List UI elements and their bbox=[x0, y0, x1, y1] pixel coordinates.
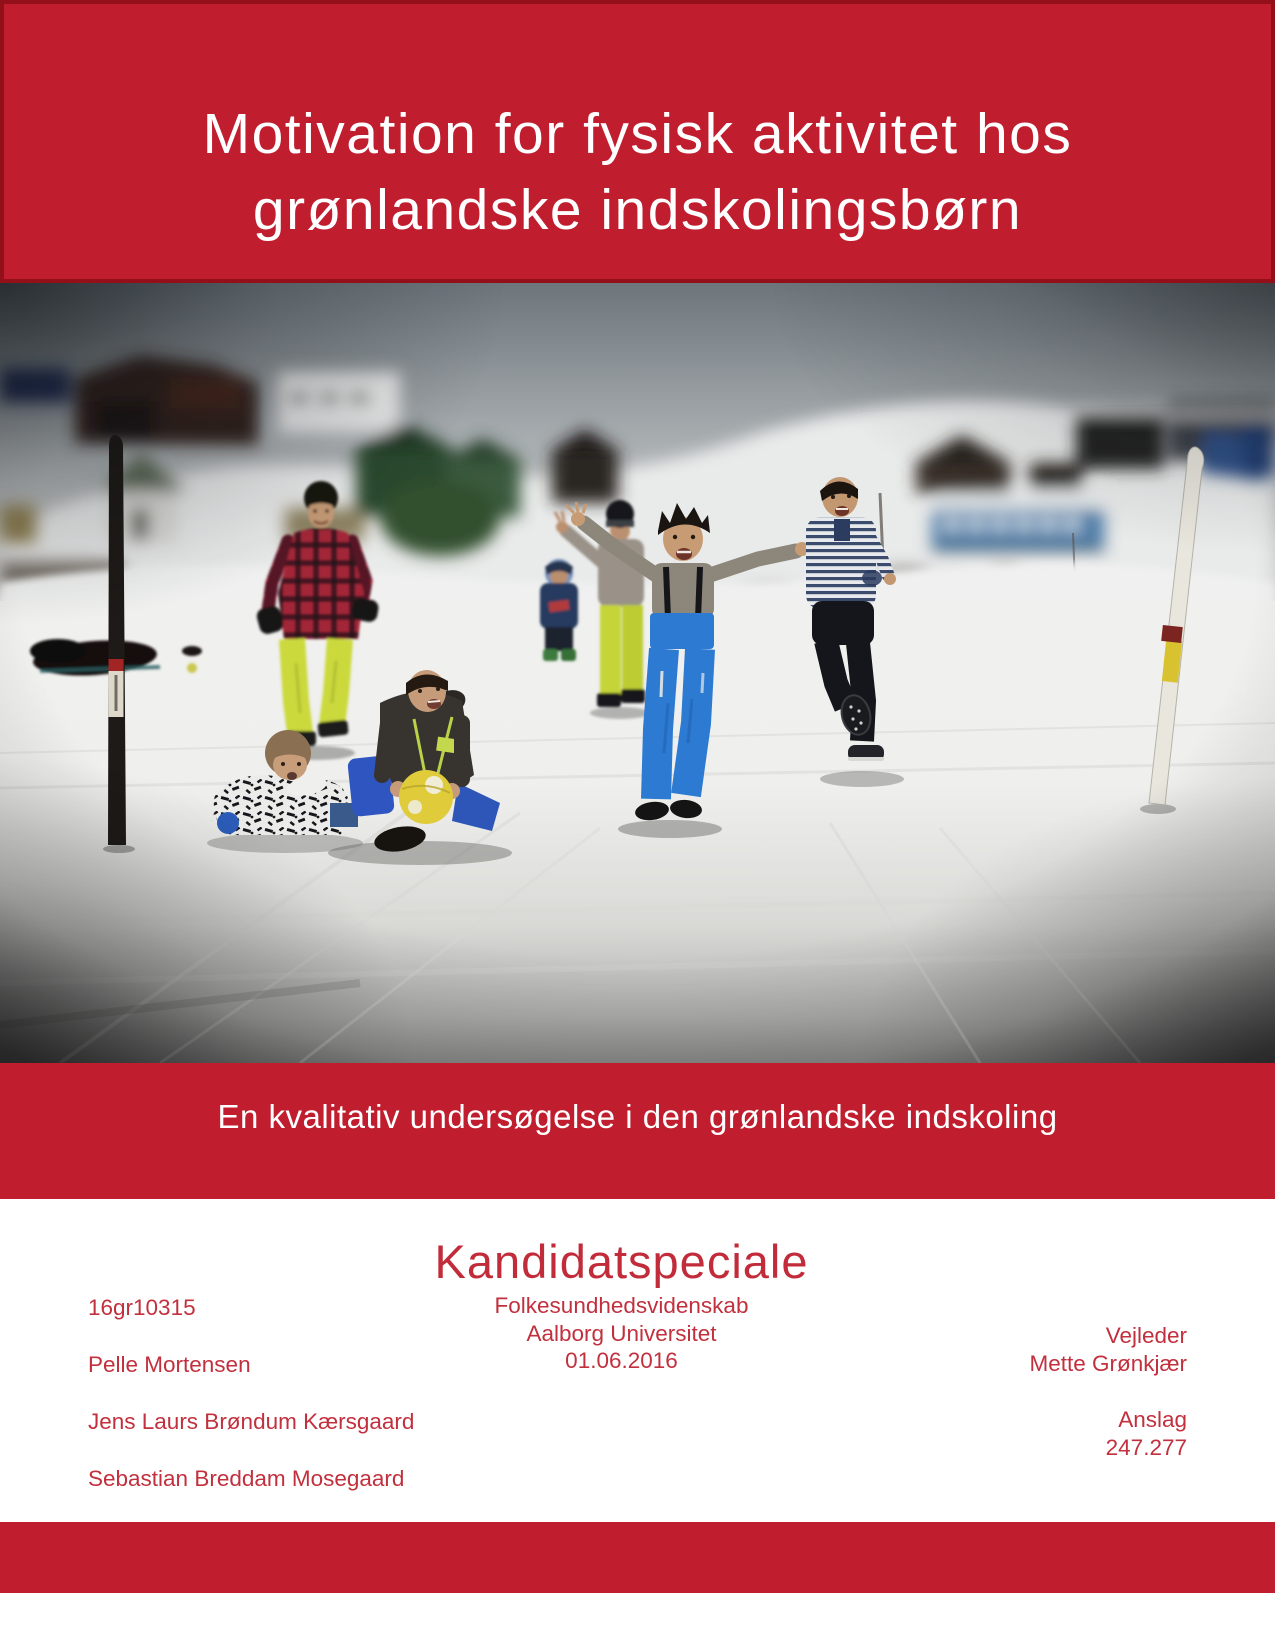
subtitle-banner bbox=[0, 1063, 1275, 1199]
document-type-heading: Kandidatspeciale bbox=[434, 1235, 809, 1288]
supervisor-name: Mette Grønkjær bbox=[1029, 1350, 1187, 1376]
title-banner bbox=[0, 0, 1275, 283]
title-line-1: Motivation for fysisk aktivitet hos bbox=[202, 102, 1073, 166]
authors-column bbox=[88, 1295, 414, 1523]
character-count-value: 247.277 bbox=[1105, 1434, 1187, 1460]
supervisor-label: Vejleder bbox=[1105, 1323, 1187, 1348]
title-line-2: grønlandske indskolingsbørn bbox=[252, 178, 1023, 242]
study-program: Folkesundhedsvidenskab bbox=[494, 1293, 749, 1318]
supervisor-column bbox=[1029, 1322, 1187, 1461]
institution-column bbox=[495, 1292, 749, 1375]
footer-bar bbox=[0, 1522, 1275, 1593]
cover-photo bbox=[0, 283, 1275, 1063]
page-title bbox=[4, 96, 1271, 248]
cover-photo-graphic bbox=[0, 283, 1275, 1063]
university-name: Aalborg Universitet bbox=[526, 1320, 717, 1346]
character-count-label: Anslag bbox=[1118, 1407, 1187, 1432]
submission-date: 01.06.2016 bbox=[565, 1348, 678, 1373]
author-name-2: Jens Laurs Brøndum Kærsgaard bbox=[88, 1409, 415, 1434]
author-name-3: Sebastian Breddam Mosegaard bbox=[88, 1466, 405, 1491]
photo-vignette bbox=[0, 283, 1275, 1063]
author-name-1: Pelle Mortensen bbox=[88, 1352, 251, 1377]
project-id: 16gr10315 bbox=[88, 1295, 196, 1320]
subtitle-text: En kvalitativ undersøgelse i den grønlandske indskoling bbox=[217, 1098, 1058, 1135]
